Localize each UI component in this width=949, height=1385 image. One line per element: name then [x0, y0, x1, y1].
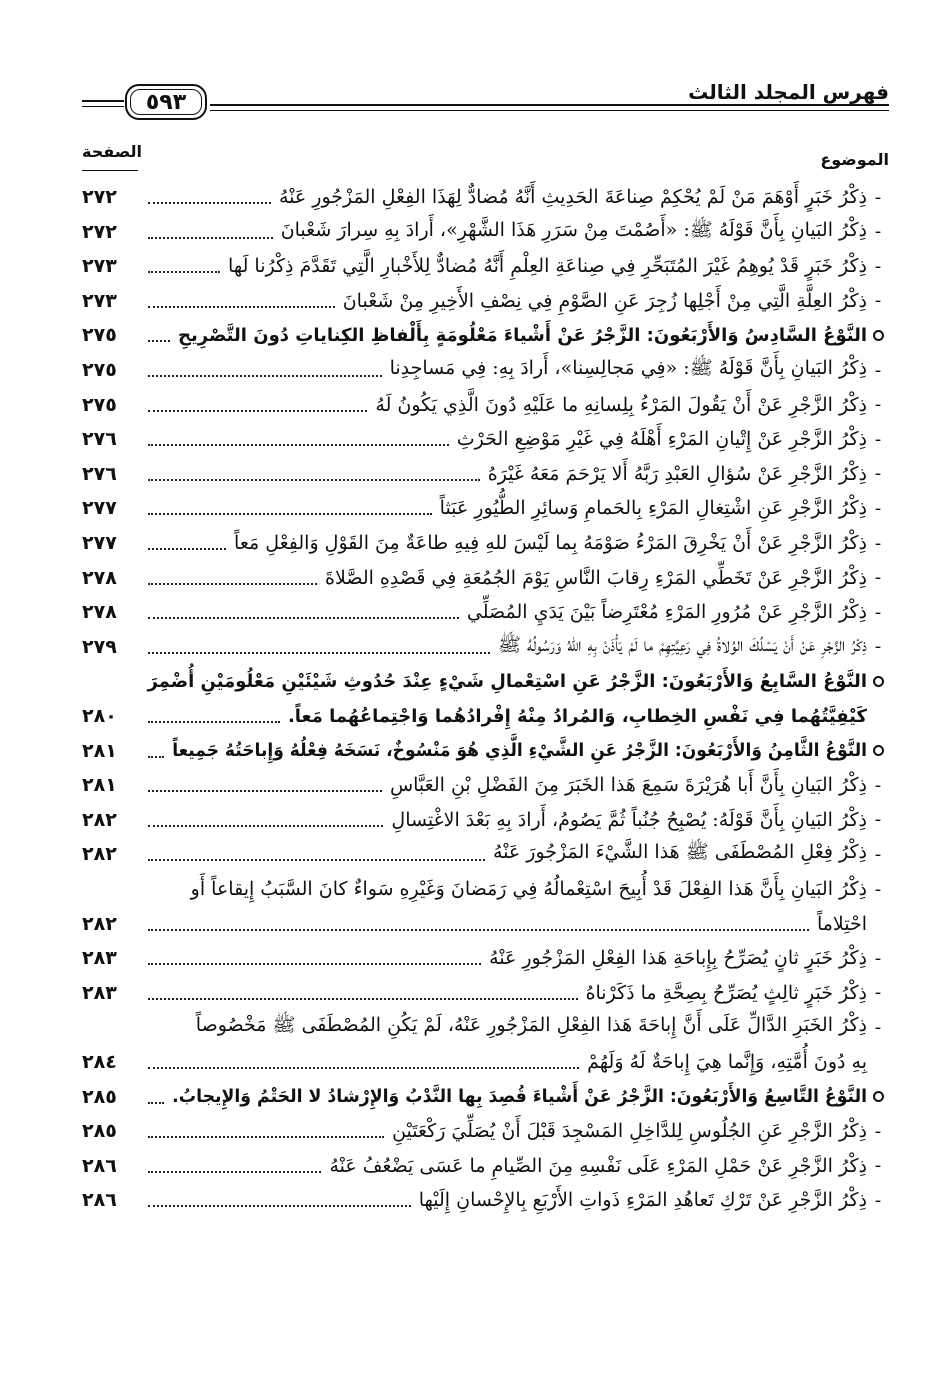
page-number-frame	[125, 84, 207, 120]
entry-text: ذِكْرُ الزَّجْرِ عَنِ اشْتِغالِ المَرْءِ بِالحَمامِ وَسائِرِ الطُّيُورِ عَبَثاً	[439, 497, 867, 520]
index-entry-row	[82, 907, 889, 941]
dash-bullet-icon: -	[874, 601, 882, 623]
entry-page-number: ٢٧٨	[82, 601, 117, 624]
dash-bullet-icon: -	[874, 1155, 882, 1177]
dot-leader	[148, 1136, 384, 1138]
dot-leader	[148, 652, 490, 654]
circle-icon	[873, 1091, 884, 1102]
dot-leader	[148, 963, 481, 965]
entry-text: ذِكْرُ البَيانِ بِأَنَّ قَوْلَهُ: يُصْبِحُ جُنُباً ثُمَّ يَصُومُ، أَرادَ بِهِ بَعْدَ الاغْتِسالِ	[391, 808, 867, 831]
index-heading-row	[82, 664, 889, 698]
index-entry-row	[82, 422, 889, 456]
heading-circle-icon	[867, 325, 889, 346]
entry-page-number: ٢٨٥	[82, 1120, 117, 1143]
heading-circle-icon	[867, 740, 889, 761]
index-entry-row	[82, 388, 889, 422]
entry-page-number: ٢٨٦	[82, 1189, 117, 1212]
index-entry-row	[82, 180, 889, 214]
dash-bullet-icon: -	[874, 774, 882, 796]
heading-circle-icon	[867, 671, 889, 692]
entry-page-number: ٢٨٠	[82, 705, 117, 727]
entry-text: ذِكْرُ الزَّجْرِ عَنْ أَنْ يَسْلُكَ الوُلاةُ فِي رَعِيَّتِهِمْ ما لَمْ يَأْذَنْ بِهِ اللهُ وَرَسُولُهُ ﷺ	[497, 633, 867, 656]
index-entry-row	[82, 561, 889, 595]
entry-page-number: ٢٧٦	[82, 462, 117, 485]
entry-text: ذِكْرُ الزَّجْرِ عَنْ أَنْ يَقُولَ المَرْءُ بِلِسانِهِ ما عَلَيْهِ دُونَ الَّذِي يَكُونُ لَهُ	[375, 393, 867, 416]
dash-bullet-icon: -	[874, 497, 882, 519]
entry-page-number: ٢٨٢	[82, 912, 117, 935]
index-entry-row	[82, 526, 889, 560]
circle-icon	[873, 676, 884, 687]
header-rule-left-top	[82, 100, 124, 102]
column-header-rule	[82, 170, 138, 171]
column-header-page: الصفحة	[82, 142, 143, 161]
dash-bullet-icon: -	[874, 843, 882, 865]
dot-leader	[148, 859, 485, 861]
dot-leader	[148, 756, 164, 758]
dash-bullet-icon: -	[874, 982, 882, 1004]
dot-leader	[148, 479, 480, 481]
entry-text: النَّوْعُ التَّاسِعُ وَالأَرْبَعُونَ: الزَّجْرُ عَنْ أَشْياءَ قُصِدَ بِها النَّدْبُ وَالإِرْشادُ لا الحَتْمُ وَالإِيجابُ.	[172, 1086, 867, 1108]
heading-circle-icon	[867, 1086, 889, 1107]
entry-page-number: ٢٨٢	[82, 843, 117, 866]
dot-leader	[148, 1102, 164, 1104]
dot-leader	[148, 410, 367, 412]
entry-page-number: ٢٨٢	[82, 808, 117, 831]
index-entry-row	[82, 941, 889, 975]
entry-text: النَّوْعُ السَّابِعُ وَالأَرْبَعُونَ: الزَّجْرُ عَنِ اسْتِعْمالِ شَيْءٍ عِنْدَ حُدُوثِ شَيْئَيْنِ مَعْلُومَيْنِ أُضْمِرَ	[147, 670, 867, 692]
entry-text: ذِكْرُ البَيانِ بِأَنَّ قَوْلَهُ ﷺ: «أَصُمْتَ مِنْ سَرَرِ هَذَا الشَّهْرِ»، أَرادَ بِهِ سِرارَ شَعْبانَ	[280, 218, 867, 241]
dot-leader	[148, 1067, 579, 1069]
entry-text: ذِكْرُ العِلَّةِ الَّتِي مِنْ أَجْلِها زُجِرَ عَنِ الصَّوْمِ فِي نِصْفِ الأَخِيرِ مِنْ شَعْبانَ	[342, 289, 867, 312]
dash-bullet-icon: -	[874, 1016, 882, 1038]
entry-page-number: ٢٨٣	[82, 981, 117, 1004]
dot-leader	[148, 583, 317, 585]
index-entry-row	[82, 491, 889, 525]
column-header-subject: الموضوع	[820, 150, 889, 169]
dot-leader	[148, 1171, 321, 1173]
dot-leader	[148, 1205, 411, 1207]
header-rule-left-bottom	[82, 106, 124, 107]
index-entry-row	[82, 872, 889, 906]
entry-text: ذِكْرُ الزَّجْرِ عَنْ إِتْيانِ المَرْءِ أَهْلَهُ فِي غَيْرِ مَوْضِعِ الحَرْثِ	[456, 428, 867, 451]
entry-text: ذِكْرُ فِعْلِ المُصْطَفَى ﷺ هَذا الشَّيْءَ المَزْجُورَ عَنْهُ	[492, 841, 867, 864]
dot-leader	[148, 929, 809, 931]
dot-leader	[148, 271, 220, 273]
entry-text: ذِكْرُ الزَّجْرِ عَنِ الجُلُوسِ لِلدَّاخِلِ المَسْجِدَ قَبْلَ أَنْ يُصَلِّيَ رَكْعَتَيْنِ	[392, 1120, 867, 1143]
entry-page-number: ٢٧٨	[82, 566, 117, 589]
entry-page-number: ٢٨٦	[82, 1154, 117, 1177]
index-entry-row	[82, 976, 889, 1010]
header-rule-bottom	[210, 110, 889, 111]
index-entry-row	[82, 1149, 889, 1183]
index-entry-row	[82, 595, 889, 629]
entry-page-number: ٢٧٥	[82, 393, 117, 416]
dot-leader	[148, 998, 578, 1000]
entry-page-number: ٢٨١	[82, 774, 117, 797]
dot-leader	[148, 237, 273, 239]
dash-bullet-icon: -	[874, 221, 882, 243]
index-heading-row	[82, 1080, 889, 1114]
entry-page-number: ٢٧٥	[82, 324, 117, 347]
dot-leader	[148, 617, 459, 619]
dash-bullet-icon: -	[874, 463, 882, 485]
dot-leader	[148, 340, 170, 342]
index-entry-row	[82, 1183, 889, 1217]
entry-page-number: ٢٧٢	[82, 220, 117, 243]
page-number: ٥٩٣	[145, 89, 187, 115]
dash-bullet-icon: -	[874, 567, 882, 589]
index-entry-row	[82, 837, 889, 871]
dash-bullet-icon: -	[874, 428, 882, 450]
entry-page-number: ٢٨٤	[82, 1051, 117, 1073]
entry-text: ذِكْرُ الزَّجْرِ عَنْ مُرُورِ المَرْءِ مُعْتَرِضاً بَيْنَ يَدَيِ المُصَلِّي	[466, 601, 867, 624]
entry-text: ذِكْرُ الزَّجْرِ عَنْ سُؤالِ العَبْدِ رَبَّهُ أَلا يَرْحَمَ مَعَهُ غَيْرَهُ	[487, 462, 867, 485]
dash-bullet-icon: -	[874, 878, 882, 900]
running-header-title: فهرس المجلد الثالث	[688, 80, 889, 104]
entry-text: ذِكْرُ الزَّجْرِ عَنْ أَنْ يَخْرِقَ المَرْءُ صَوْمَهُ بِما لَيْسَ للهِ فِيهِ طاعَةٌ مِنَ القَوْلِ وَالفِعْلِ مَعاً	[234, 532, 867, 554]
dot-leader	[148, 444, 449, 446]
index-entry-row	[82, 630, 889, 664]
entry-page-number: ٢٨٣	[82, 947, 117, 970]
index-heading-row	[82, 699, 889, 733]
entry-text: ذِكْرُ الزَّجْرِ عَنْ تَخَطِّي المَرْءِ رِقابَ النَّاسِ يَوْمَ الجُمُعَةِ فِي قَصْدِهِ الصَّلاةَ	[325, 566, 867, 589]
entry-page-number: ٢٧٩	[82, 635, 117, 658]
entry-page-number: ٢٧٧	[82, 532, 117, 554]
dash-bullet-icon: -	[874, 186, 882, 208]
entry-text: النَّوْعُ السَّادِسُ وَالأَرْبَعُونَ: الزَّجْرُ عَنْ أَشْياءَ مَعْلُومَةٍ بِأَلْفاظِ الكِناياتِ دُونَ التَّصْرِيحِ	[178, 324, 867, 346]
index-entry-row	[82, 284, 889, 318]
index-entry-row	[82, 768, 889, 802]
circle-icon	[873, 745, 884, 756]
entry-text: ذِكْرُ خَبَرٍ أَوْهَمَ مَنْ لَمْ يُحْكِمْ صِناعَةَ الحَدِيثِ أَنَّهُ مُضادٌّ لِهَذَا الفِعْلِ المَزْجُورِ عَنْهُ	[279, 186, 867, 208]
index-entry-row	[82, 457, 889, 491]
entry-page-number: ٢٨٥	[82, 1085, 117, 1108]
entry-text: ذِكْرُ الزَّجْرِ عَنْ تَرْكِ تَعاهُدِ المَرْءِ ذَواتِ الأَرْبَعِ بِالإِحْسانِ إِلَيْها	[418, 1189, 867, 1212]
entry-page-number: ٢٨١	[82, 739, 117, 762]
dot-leader	[148, 721, 280, 723]
dash-bullet-icon: -	[874, 947, 882, 969]
index-entry-row	[82, 353, 889, 387]
entry-page-number: ٢٧٣	[82, 255, 117, 278]
dash-bullet-icon: -	[874, 359, 882, 381]
entry-page-number: ٢٧٧	[82, 497, 117, 520]
entry-text: ذِكْرُ خَبَرٍ قَدْ يُوهِمُ غَيْرَ المُتَبَحِّرِ فِي صِناعَةِ العِلْمِ أَنَّهُ مُضادٌّ لِلأَخْبارِ الَّتِي تَقَدَّمَ ذِكْرُنا لَها	[228, 255, 867, 278]
entry-page-number: ٢٧٥	[82, 359, 117, 381]
index-entry-row	[82, 1114, 889, 1148]
dash-bullet-icon: -	[874, 532, 882, 554]
entry-text: ذِكْرُ الخَبَرِ الدَّالِّ عَلَى أَنَّ إِباحَةَ هَذا الفِعْلِ المَزْجُورِ عَنْهُ، لَمْ يَكُنِ المُصْطَفَى ﷺ مَخْصُوصاً	[195, 1014, 867, 1037]
entry-text: ذِكْرُ البَيانِ بِأَنَّ أَبا هُرَيْرَةَ سَمِعَ هَذا الخَبَرَ مِنَ الفَضْلِ بْنِ العَبَّاسِ	[389, 774, 867, 797]
entry-text: ذِكْرُ البَيانِ بِأَنَّ قَوْلَهُ ﷺ: «فِي مَجالِسِنا»، أَرادَ بِهِ: فِي مَساجِدِنا	[389, 357, 867, 379]
entry-text: احْتِلاماً	[816, 912, 867, 935]
entry-page-number: ٢٧٢	[82, 186, 117, 208]
index-heading-row	[82, 318, 889, 352]
dash-bullet-icon: -	[874, 809, 882, 831]
entry-text: ذِكْرُ الزَّجْرِ عَنْ حَمْلِ المَرْءِ عَلَى نَفْسِهِ مِنَ الصِّيامِ ما عَسَى يَضْعُفُ عَنْهُ	[329, 1154, 867, 1177]
entry-text: ذِكْرُ خَبَرٍ ثانٍ يُصَرِّحُ بِإِباحَةِ هَذا الفِعْلِ المَزْجُورِ عَنْهُ	[489, 947, 867, 970]
index-entry-row	[82, 249, 889, 283]
dot-leader	[148, 306, 335, 308]
circle-icon	[873, 330, 884, 341]
dot-leader	[148, 825, 383, 827]
entry-text: بِهِ دُونَ أُمَّتِهِ، وَإِنَّما هِيَ إِباحَةٌ لَهُ وَلَهُمْ	[587, 1051, 867, 1073]
dash-bullet-icon: -	[874, 1120, 882, 1142]
dot-leader	[148, 548, 226, 550]
dash-bullet-icon: -	[874, 255, 882, 277]
dot-leader	[148, 202, 271, 204]
entry-text: النَّوْعُ الثَّامِنُ وَالأَرْبَعُونَ: الزَّجْرُ عَنِ الشَّيْءِ الَّذِي هُوَ مَنْسُوخٌ، نَسَخَهُ فِعْلُهُ وَإِباحَتُهُ جَمِيعاً	[172, 740, 867, 762]
entry-text: كَيْفِيَّتُهُما فِي نَفْسِ الخِطابِ، وَالمُرادُ مِنْهُ إِفْرادُهُما وَاجْتِماعُهُما مَعاً.	[287, 705, 867, 727]
dot-leader	[148, 790, 382, 792]
index-entry-row	[82, 1010, 889, 1044]
dash-bullet-icon: -	[874, 1189, 882, 1211]
index-entry-row	[82, 803, 889, 837]
index-entry-row	[82, 215, 889, 249]
index-heading-row	[82, 734, 889, 768]
entry-page-number: ٢٧٣	[82, 289, 117, 312]
dash-bullet-icon: -	[874, 290, 882, 312]
index-entry-row	[82, 1045, 889, 1079]
entry-text: ذِكْرُ البَيانِ بِأَنَّ هَذا الفِعْلَ قَدْ أُبِيحَ اسْتِعْمالُهُ فِي رَمَضانَ وَغَيْرِهِ سَواءٌ كانَ السَّبَبُ إِيقاعاً أَو	[190, 878, 867, 900]
entry-text: ذِكْرُ خَبَرٍ ثالِثٍ يُصَرِّحُ بِصِحَّةِ ما ذَكَرْناهُ	[585, 981, 867, 1004]
dot-leader	[148, 375, 382, 377]
entry-page-number: ٢٧٦	[82, 428, 117, 451]
dash-bullet-icon: -	[874, 636, 882, 658]
dot-leader	[148, 513, 432, 515]
dash-bullet-icon: -	[874, 394, 882, 416]
header-rule-top	[210, 104, 889, 106]
